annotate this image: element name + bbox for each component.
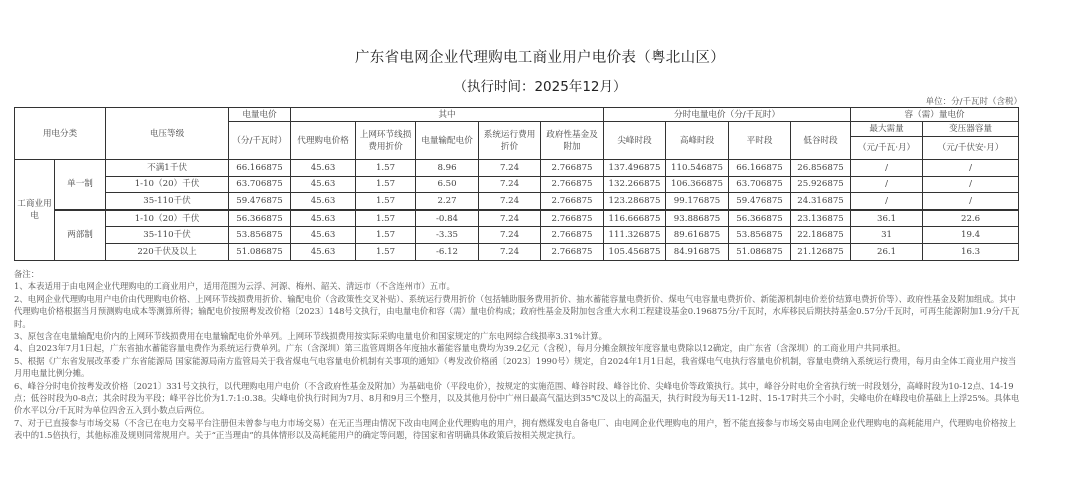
max-demand-cell: 36.1 [851,210,923,227]
note-item: 4、自2023年7月1日起，广东省抽水蓄能容量电费作为系统运行费单列。广东（含深圳）第三监管周期各年度抽水蓄能容量电费均为39.2亿元（含税），每月分摊金额按年度容量电费除以12确定，由广东省（含深圳）的工商业用户共同承担。 [14,343,906,354]
gov-fund-cell: 2.766875 [541,193,604,210]
header-energy-unit: （分/千瓦时） [229,122,291,160]
header-max-demand: 最大需量 [851,122,923,137]
transformer-cell: 19.4 [923,227,1019,244]
note-item: 3、原包含在电量输配电价内的上网环节线损费用在电量输配电价外单列。上网环节线损费用按实际采购电量电价和国家规定的广东电网综合线损率3.31%计算。 [14,331,608,342]
header-of-which: 其中 [291,108,604,122]
document-title: 广东省电网企业代理购电工商业用户电价表（粤北山区） [355,50,725,66]
gov-fund-cell: 2.766875 [541,176,604,193]
price-table [14,107,1019,261]
header-grid-loss: 上网环节线损费用折价 [356,122,416,160]
valley-cell: 21.126875 [791,243,851,260]
note-item: 6、峰谷分时电价按粤发改价格〔2021〕331号文执行，以代理购电用户电价（不含政府性基金及附加）为基础电价（平段电价），按规定的实施范围、峰谷时段、峰谷比价、尖峰电价等政策执行。其中，峰谷分时电价全省执行统一时段划分，高峰时段为10-12点、14-19点；低谷时段为0-8点；其余时段为平段；峰平谷比价为1.7:1:0.38。尖峰电价执行时间为7月、8月和9月三个整月，以及其他月份中广州日最高气温达到35℃及以上的高温天，执行时段为每天11-12时、15-17时共三个小时，尖峰电价在峰段电价基础上上浮25%。具体电价水平以分/千瓦时为单位四舍五入到小数点后两位。 [14,380,1020,416]
peak-cell: 110.546875 [666,160,729,177]
flat-cell: 63.706875 [729,176,791,193]
proxy-price-cell: 45.63 [291,210,356,227]
max-demand-cell: 31 [851,227,923,244]
header-capacity: 容（需）量电价 [851,108,1019,122]
flat-cell: 53.856875 [729,227,791,244]
valley-cell: 23.136875 [791,210,851,227]
note-item: 5、根据《广东省发展改革委 广东省能源局 国家能源局南方监管局关于我省煤电气电容量电价机制有关事项的通知》（粤发改价格函〔2023〕1990号）规定，自2024年1月1日起，我省煤电气电执行容量电价机制，容量电费纳入系统运行费用，每月由全体工商业用户按当月用电量比例分摊。 [14,355,1017,379]
transmission-cell: -0.84 [416,210,479,227]
peak-sharp-cell: 116.666875 [604,210,666,227]
peak-sharp-cell: 132.266875 [604,176,666,193]
peak-cell: 106.366875 [666,176,729,193]
peak-cell: 93.886875 [666,210,729,227]
peak-sharp-cell: 123.286875 [604,193,666,210]
flat-cell: 66.166875 [729,160,791,177]
valley-cell: 25.926875 [791,176,851,193]
voltage-cell: 1-10（20）千伏 [106,210,229,227]
header-proxy-price: 代理购电价格 [291,122,356,160]
note-item: 1、本表适用于由电网企业代理购电的工商业用户，适用范围为云浮、河源、梅州、韶关、清远市（不含连州市）五市。 [14,281,455,292]
header-transmission: 电量输配电价 [416,122,479,160]
energy-price-cell: 63.706875 [229,176,291,193]
transmission-cell: 6.50 [416,176,479,193]
header-transformer-unit: （元/千伏安·月） [923,137,1019,160]
peak-cell: 84.916875 [666,243,729,260]
system-op-cell: 7.24 [479,227,541,244]
header-category: 用电分类 [15,108,106,160]
proxy-price-cell: 45.63 [291,243,356,260]
header-energy-price: 电量电价 [229,108,291,122]
peak-cell: 89.616875 [666,227,729,244]
gov-fund-cell: 2.766875 [541,227,604,244]
peak-cell: 99.176875 [666,193,729,210]
max-demand-cell: / [851,193,923,210]
table-row [15,176,1019,193]
peak-sharp-cell: 105.456875 [604,243,666,260]
unit-label: 单位：分/千瓦时（含税） [925,97,1022,107]
header-transformer: 变压器容量 [923,122,1019,137]
flat-cell: 51.086875 [729,243,791,260]
valley-cell: 22.186875 [791,227,851,244]
table-row [15,210,1019,227]
transformer-cell: / [923,160,1019,177]
grid-loss-cell: 1.57 [356,160,416,177]
valley-cell: 24.316875 [791,193,851,210]
category-cell: 工商业用电 [15,160,55,261]
grid-loss-cell: 1.57 [356,193,416,210]
header-gov-fund: 政府性基金及附加 [541,122,604,160]
transmission-cell: 2.27 [416,193,479,210]
grid-loss-cell: 1.57 [356,243,416,260]
voltage-cell: 35-110千伏 [106,193,229,210]
header-voltage: 电压等级 [106,108,229,160]
flat-cell: 56.366875 [729,210,791,227]
voltage-cell: 35-110千伏 [106,227,229,244]
transformer-cell: 16.3 [923,243,1019,260]
transmission-cell: -3.35 [416,227,479,244]
transformer-cell: 22.6 [923,210,1019,227]
system-op-cell: 7.24 [479,176,541,193]
voltage-cell: 220千伏及以上 [106,243,229,260]
flat-cell: 59.476875 [729,193,791,210]
transmission-cell: -6.12 [416,243,479,260]
energy-price-cell: 53.856875 [229,227,291,244]
proxy-price-cell: 45.63 [291,160,356,177]
header-flat: 平时段 [729,122,791,160]
max-demand-cell: / [851,160,923,177]
gov-fund-cell: 2.766875 [541,243,604,260]
header-system-op: 系统运行费用折价 [479,122,541,160]
voltage-cell: 不满1千伏 [106,160,229,177]
max-demand-cell: / [851,176,923,193]
proxy-price-cell: 45.63 [291,176,356,193]
max-demand-cell: 26.1 [851,243,923,260]
note-item: 2、电网企业代理购电用户电价由代理购电价格、上网环节线损费用折价、输配电价（含政策性交叉补贴）、系统运行费用折价（包括辅助服务费用折价、抽水蓄能容量电费折价、煤电气电容量电费折价、新能源机制电价差价结算电费折价等）、政府性基金及附加组成。其中代理购电价格根据当月预测购电成本等测算所得；输配电价按照粤发改价格〔2023〕148号文执行，由电量电价和容（需）量电价构成；政府性基金及附加包含重大水利工程建设基金0.196875分/千瓦时，水库移民后期扶持基金0.57分/千瓦时，可再生能源附加1.9分/千瓦时。 [14,293,1020,329]
transformer-cell: / [923,176,1019,193]
gov-fund-cell: 2.766875 [541,160,604,177]
grid-loss-cell: 1.57 [356,210,416,227]
grid-loss-cell: 1.57 [356,227,416,244]
header-max-demand-unit: （元/千瓦·月） [851,137,923,160]
table-row [15,160,1019,177]
peak-sharp-cell: 111.326875 [604,227,666,244]
header-tou: 分时电量电价（分/千瓦时） [604,108,851,122]
valley-cell: 26.856875 [791,160,851,177]
table-row [15,243,1019,260]
grid-loss-cell: 1.57 [356,176,416,193]
note-item: 7、对于已直接参与市场交易（不含已在电力交易平台注册但未曾参与电力市场交易）在无正当理由情况下改由电网企业代理购电的用户，拥有燃煤发电自备电厂、由电网企业代理购电的用户，暂不能直接参与市场交易由电网企业代理购电的高耗能用户，代理购电价格按上表中的1.5倍执行，其他标准及规则同常规用户。关于“正当理由”的具体情形以及高耗能用户的确定等问题，待国家和省明确具体政策后按相关规定执行。 [14,417,1016,441]
energy-price-cell: 51.086875 [229,243,291,260]
gov-fund-cell: 2.766875 [541,210,604,227]
peak-sharp-cell: 137.496875 [604,160,666,177]
transformer-cell: / [923,193,1019,210]
system-op-cell: 7.24 [479,193,541,210]
system-op-cell: 7.24 [479,243,541,260]
header-peak: 高峰时段 [666,122,729,160]
table-row [15,193,1019,210]
energy-price-cell: 66.166875 [229,160,291,177]
header-valley: 低谷时段 [791,122,851,160]
notes-section [14,268,1024,442]
proxy-price-cell: 45.63 [291,227,356,244]
transmission-cell: 8.96 [416,160,479,177]
energy-price-cell: 56.366875 [229,210,291,227]
notes-heading: 备注： [14,269,40,279]
proxy-price-cell: 45.63 [291,193,356,210]
table-row [15,227,1019,244]
system-op-cell: 7.24 [479,210,541,227]
system-op-cell: 7.24 [479,160,541,177]
header-peak-sharp: 尖峰时段 [604,122,666,160]
group-label: 两部制 [55,210,106,260]
effective-date: （执行时间：2025年12月） [453,79,627,95]
group-label: 单一制 [55,160,106,210]
energy-price-cell: 59.476875 [229,193,291,210]
voltage-cell: 1-10（20）千伏 [106,176,229,193]
